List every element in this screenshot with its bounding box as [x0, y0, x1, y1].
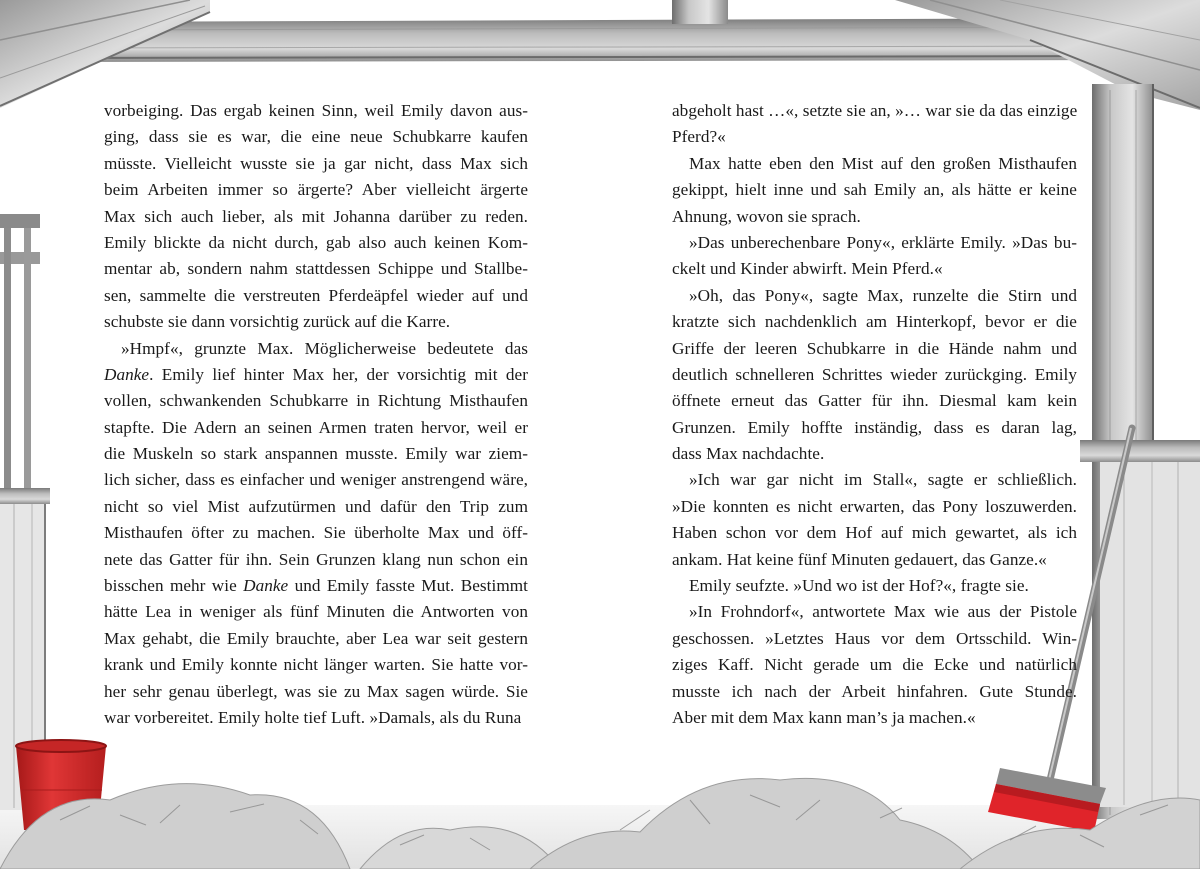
text-segment: deutlich schnelleren Schrittes wieder zurückging. Emily — [672, 364, 1077, 384]
text-segment: beim Arbeiten immer so ärgerte? Aber vielleicht ärgerte — [104, 180, 528, 200]
text-segment: lich sicher, dass es einfacher und weniger anstrengend wäre, — [104, 470, 528, 490]
text-line — [104, 441, 528, 467]
text-segment: Emily blickte da nicht durch, gab also auch keinen Kom- — [104, 232, 528, 252]
text-line — [104, 204, 528, 230]
text-segment: war vorbereitet. Emily holte tief Luft. »Damals, als du Runa — [104, 707, 522, 727]
text-segment: vorbeiging. Das ergab keinen Sinn, weil Emily davon aus- — [104, 101, 528, 120]
text-line — [672, 309, 1077, 335]
text-segment: krank und Emily konnte nicht länger warten. Sie hatte vor- — [104, 655, 528, 675]
text-segment: »Das unberechenbare Pony«, erklärte Emily. »Das bu- — [689, 232, 1077, 252]
text-segment: öffnete erneut das Gatter für ihn. Diesmal kam kein — [672, 391, 1077, 411]
text-segment: Ahnung, wovon sie sprach. — [672, 206, 861, 226]
text-segment: kratzte sich nachdenklich am Hinterkopf, bevor er die — [672, 312, 1077, 332]
text-line — [104, 230, 528, 256]
text-segment: Aber mit dem Max kann man’s ja machen.« — [672, 707, 976, 727]
text-segment: »In Frohndorf«, antwortete Max wie aus der Pistole — [689, 602, 1077, 622]
text-segment: sen, sammelte die verstreuten Pferdeäpfel wieder auf und — [104, 285, 528, 305]
text-line — [672, 652, 1077, 678]
text-segment: »Die konnten es nicht erwarten, das Pony loszuwerden. — [672, 496, 1077, 516]
text-line — [672, 336, 1077, 362]
text-segment: »Ich war gar nicht im Stall«, sagte er schließlich. — [689, 470, 1077, 490]
text-line — [104, 494, 528, 520]
italic-word: Danke — [243, 576, 289, 596]
text-segment: schubste sie dann vorsichtig zurück auf die Karre. — [104, 312, 451, 332]
text-segment: musste ich nach der Arbeit hinfahren. Gute Stunde. — [672, 681, 1077, 701]
text-line — [672, 283, 1077, 309]
text-line — [104, 547, 528, 573]
text-segment: Max gehabt, die Emily brauchte, aber Lea war seit gestern — [104, 628, 528, 648]
text-line — [104, 705, 528, 731]
text-segment: müsste. Vielleicht wusste sie ja gar nicht, dass Max sich — [104, 153, 528, 173]
text-line — [104, 467, 528, 493]
text-line — [672, 705, 1077, 731]
text-line — [672, 98, 1077, 124]
italic-word: Danke — [104, 364, 150, 384]
text-line — [104, 336, 528, 362]
text-line — [672, 388, 1077, 414]
text-line — [104, 652, 528, 678]
text-line — [672, 441, 1077, 467]
text-line — [104, 573, 528, 599]
text-segment: dass Max nachdachte. — [672, 444, 825, 464]
text-line — [104, 124, 528, 150]
text-segment: und Emily fasste Mut. Bestimmt — [288, 576, 528, 596]
text-line — [104, 309, 528, 335]
text-line — [104, 626, 528, 652]
text-line — [672, 256, 1077, 282]
text-line — [672, 573, 1077, 599]
text-segment: abgeholt hast …«, setzte sie an, »… war sie da das einzige — [672, 101, 1078, 120]
text-segment: geschossen. »Letztes Haus vor dem Ortsschild. Win- — [672, 628, 1077, 648]
text-segment: ging, dass sie es war, die eine neue Schubkarre kaufen — [104, 127, 528, 147]
text-line — [104, 520, 528, 546]
text-segment: »Oh, das Pony«, sagte Max, runzelte die Stirn und — [689, 285, 1077, 305]
text-segment: nete das Gatter für ihn. Sein Grunzen klang nun schon ein — [104, 549, 528, 569]
text-segment: vollen, schwankenden Schubkarre in Richtung Misthaufen — [104, 391, 528, 411]
text-segment: ankam. Hat keine fünf Minuten gedauert, das Ganze.« — [672, 549, 1047, 569]
text-line — [672, 230, 1077, 256]
text-line — [104, 362, 528, 388]
text-line — [672, 362, 1077, 388]
text-line — [104, 679, 528, 705]
text-line — [672, 520, 1077, 546]
text-line — [672, 599, 1077, 625]
text-segment: Pferd?« — [672, 127, 726, 147]
text-line — [104, 599, 528, 625]
text-line — [104, 98, 528, 124]
text-line — [104, 283, 528, 309]
text-line — [672, 547, 1077, 573]
text-line — [104, 151, 528, 177]
text-line — [104, 388, 528, 414]
text-segment: bisschen mehr wie — [104, 576, 244, 596]
text-segment: nicht so viel Mist aufzutürmen und dafür den Trip zum — [104, 496, 528, 516]
text-segment: Max hatte eben den Mist auf den großen Misthaufen — [689, 153, 1077, 173]
text-line — [672, 494, 1077, 520]
text-segment: . Emily lief hinter Max her, der vorsichtig mit der — [149, 364, 528, 384]
text-line — [104, 256, 528, 282]
text-line — [104, 415, 528, 441]
text-line — [104, 177, 528, 203]
text-segment: die Muskeln so stark anspannen musste. Emily war ziem- — [104, 444, 528, 464]
text-segment: Misthaufen öfter zu machen. Sie überholte Max und öff- — [104, 523, 528, 543]
text-segment: Max sich auch lieber, als mit Johanna darüber zu reden. — [104, 206, 528, 226]
text-segment: mentar ab, sondern nahm stattdessen Schippe und Stallbe- — [104, 259, 528, 279]
text-segment: gekippt, hielt inne und sah Emily an, als hätte er keine — [672, 180, 1077, 200]
text-segment: Emily seufzte. »Und wo ist der Hof?«, fragte sie. — [689, 576, 1029, 596]
text-segment: Haben schon vor dem Hof auf mich gewartet, als ich — [672, 523, 1077, 543]
text-segment: Griffe der leeren Schubkarre in die Hände nahm und — [672, 338, 1077, 358]
text-segment: her sehr genau überlegt, was sie zu Max sagen würde. Sie — [104, 681, 528, 701]
text-line — [672, 679, 1077, 705]
text-line — [672, 467, 1077, 493]
text-line — [672, 204, 1077, 230]
text-segment: stapfte. Die Adern an seinen Armen traten hervor, weil er — [104, 417, 528, 437]
text-line — [672, 124, 1077, 150]
text-segment: ckelt und Kinder abwirft. Mein Pferd.« — [672, 259, 943, 279]
text-line — [672, 626, 1077, 652]
text-segment: hätte Lea in weniger als fünf Minuten die Antworten von — [104, 602, 528, 622]
text-segment: »Hmpf«, grunzte Max. Möglicherweise bedeutete das — [121, 338, 528, 358]
text-segment: ziges Kaff. Nicht gerade um die Ecke und natürlich — [672, 655, 1077, 675]
text-line — [672, 177, 1077, 203]
text-line — [672, 415, 1077, 441]
text-line — [672, 151, 1077, 177]
text-segment: Grunzen. Emily hoffte inständig, dass es daran lag, — [672, 417, 1077, 437]
right-page-text — [672, 98, 1077, 731]
left-page-text — [104, 98, 528, 731]
left-stall-fence — [0, 214, 50, 810]
center-post — [672, 0, 728, 24]
